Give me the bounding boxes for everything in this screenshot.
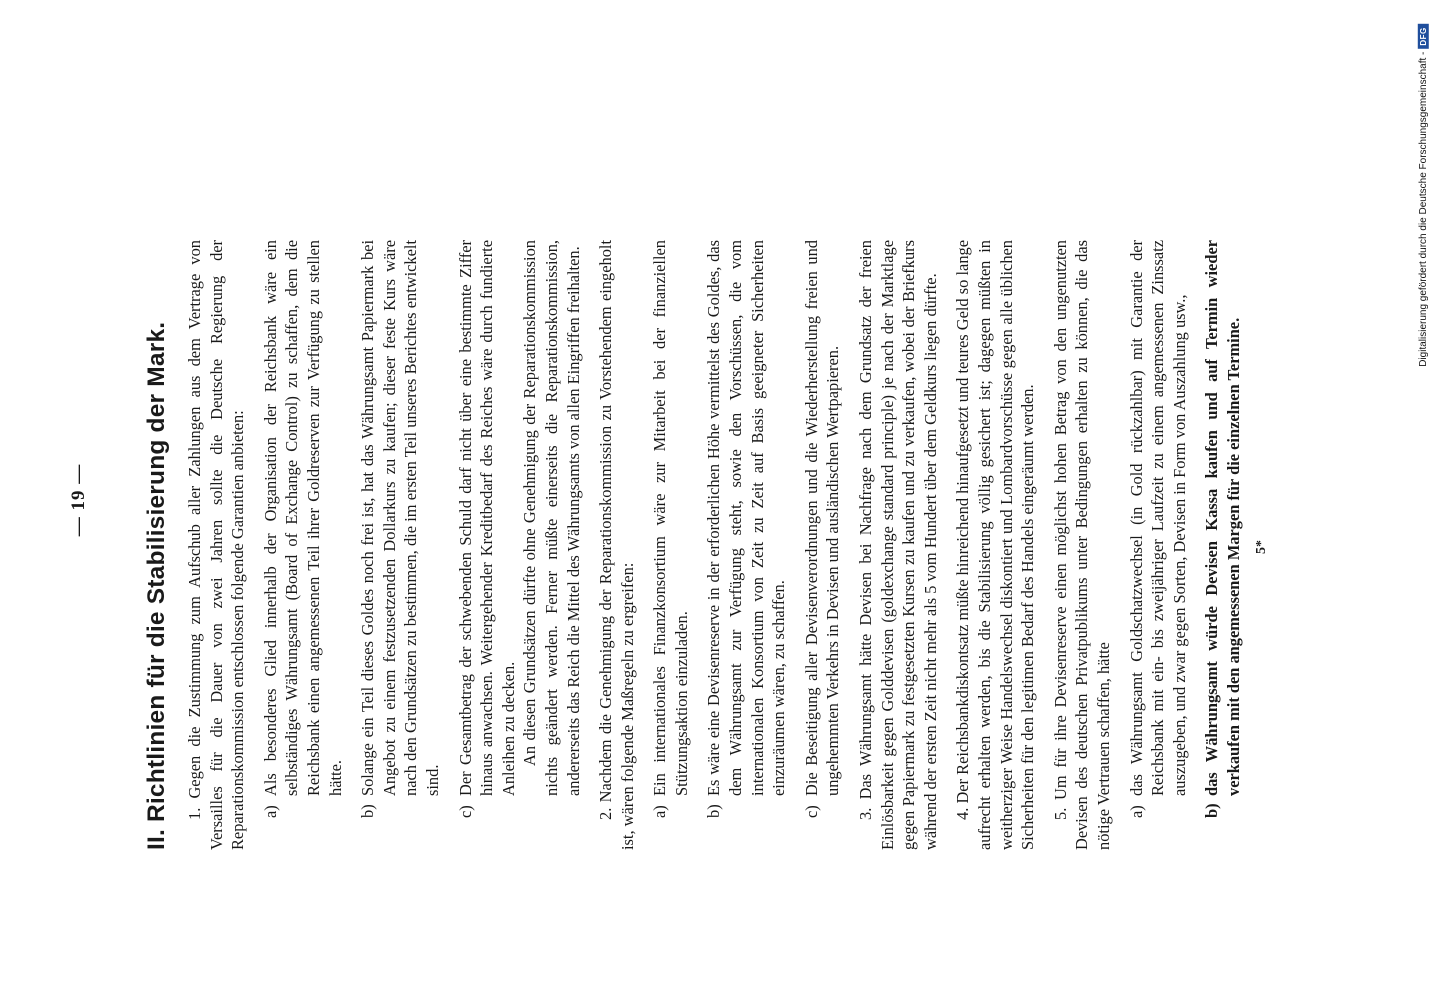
list-item-1b [357,240,443,850]
signature-mark: 5* [1253,540,1269,554]
item-text: Es wäre eine Devisenreserve in der erforderlichen Höhe vermittelst des Goldes, das dem Währungsamt zur Verfügung steht, sowie den Vorschüssen, die vom internationalen Konsortium von Zeit zu Zeit auf Basis geeigneter Sicherheiten einzuräumen wären, zu schaffen. [704,240,789,796]
item-label: b) [1202,803,1222,818]
paragraph-3: 3. Das Währungsamt hätte Devisen bei Nachfrage nach dem Grundsatz der freien Einlösbarkeit gegen Golddevisen (goldexchange standard principle) je nach der Marktlage gegen Papiermark zu festgesetzten Kursen zu kaufen und zu verkaufen, wobei der Briefkurs während der ersten Zeit nicht mehr als 5 vom Hundert über dem Geldkurs liegen dürfte. [856,240,940,850]
item-label: c) [801,805,821,818]
item-label: a) [1126,805,1146,818]
dfg-credit-text: Digitalisierung gefördert durch die Deutsche Forschungsgemeinschaft - [1417,51,1429,367]
paragraph-5: 5. Um für ihre Devisenreserve einen möglichst hohen Betrag von den ungenutzten Devisen des deutschen Privatpublikums unter Bedingungen erhalten zu können, die das nötige Vertrauen schaffen, hätte [1050,240,1113,850]
item-label: b) [704,804,724,818]
item-text: Ein internationales Finanzkonsortium wäre zur Mitarbeit bei der finanziellen Stützungsaktion einzuladen. [650,240,691,796]
item-text: Der Gesamtbetrag der schwebenden Schuld darf nicht über eine bestimmte Ziffer hinaus anwachsen. Weitergehender Kreditbedarf des Reiches wäre durch fundierte Anleihen zu decken. [455,240,518,796]
list-item-5a [1126,240,1191,850]
item-label: a) [260,805,280,818]
list-item-1c [455,240,520,850]
list-item-2a [649,240,692,850]
paragraph-4: 4. Der Reichsbankdiskontsatz müßte hinreichend hinaufgesetzt und teures Geld so lange aufrecht erhalten werden, bis die Stabilisierung völlig gesichert ist; dagegen müßten in weitherziger Weise Handelswechsel diskontiert und Lombardvorschüsse gegen alle üblichen Sicherheiten für den legitimen Bedarf des Handels eingeräumt werden. [953,240,1038,850]
dfg-credit-sidebar [1414,5,1432,385]
section-heading: II. Richtlinien für die Stabilisierung der Mark. [143,321,170,850]
document-body [142,240,1272,850]
item-text: das Währungsamt würde Devisen Kassa kaufen und auf Termin wieder verkaufen mit den angemessenen Margen für die einzelnen Termine. [1202,240,1243,796]
item-label: c) [455,805,475,818]
item-label: b) [358,804,378,818]
list-item-2c [801,240,844,850]
list-item-1a [260,240,346,850]
item-text: Die Beseitigung aller Devisenverordnungen und die Wiederherstellung freien und ungehemmten Verkehrs in Devisen und ausländischen Wertpapieren. [801,240,843,796]
page-number: — 19 — [68,463,89,537]
list-item-1c-continuation: An diesen Grundsätzen dürfte ohne Genehmigung der Reparationskommission nichts geändert werden. Ferner müßte einerseits die Reparationskommission, andererseits das Reich die Mittel des Währungsamts von allen Eingriffen freihalten. [520,240,583,796]
paragraph-2: 2. Nachdem die Genehmigung der Reparationskommission zu Vorstehendem eingeholt ist, wären folgende Maßregeln zu ergreifen: [596,240,637,850]
paragraph-1: 1. Gegen die Zustimmung zum Aufschub aller Zahlungen aus dem Vertrage von Versailles für die Dauer von zwei Jahren sollte die Deutsche Regierung der Reparationskommission entschlossen folgende Garantien anbieten: [185,240,248,850]
item-label: a) [650,805,670,818]
list-item-5b [1201,240,1244,850]
item-text: das Währungsamt Goldschatzwechsel (in Gold rückzahlbar) mit Garantie der Reichsbank mit ein- bis zweijähriger Laufzeit zu einem angemessenen Zinssatz auszugeben, und zwar gegen Sorten, Devisen in Form von Auszahlung usw., [1126,240,1189,796]
item-text: Solange ein Teil dieses Goldes noch frei ist, hat das Währungsamt Papiermark bei Angebot zu einem festzusetzenden Dollarkurs zu kaufen; dieser feste Kurs wäre nach den Grundsätzen zu bestimmen, die im ersten Teil unseres Berichtes entwickelt sind. [358,240,442,796]
list-item-2b [703,240,789,850]
item-text: Als besonderes Glied innerhalb der Organisation der Reichsbank wäre ein selbständiges Währungsamt (Board of Exchange Control) zu schaffen, dem die Reichsbank einen angemessenen Teil ihrer Goldreserven zur Verfügung zu stellen hätte. [260,240,345,796]
dfg-logo-icon: DFG [1418,24,1429,48]
